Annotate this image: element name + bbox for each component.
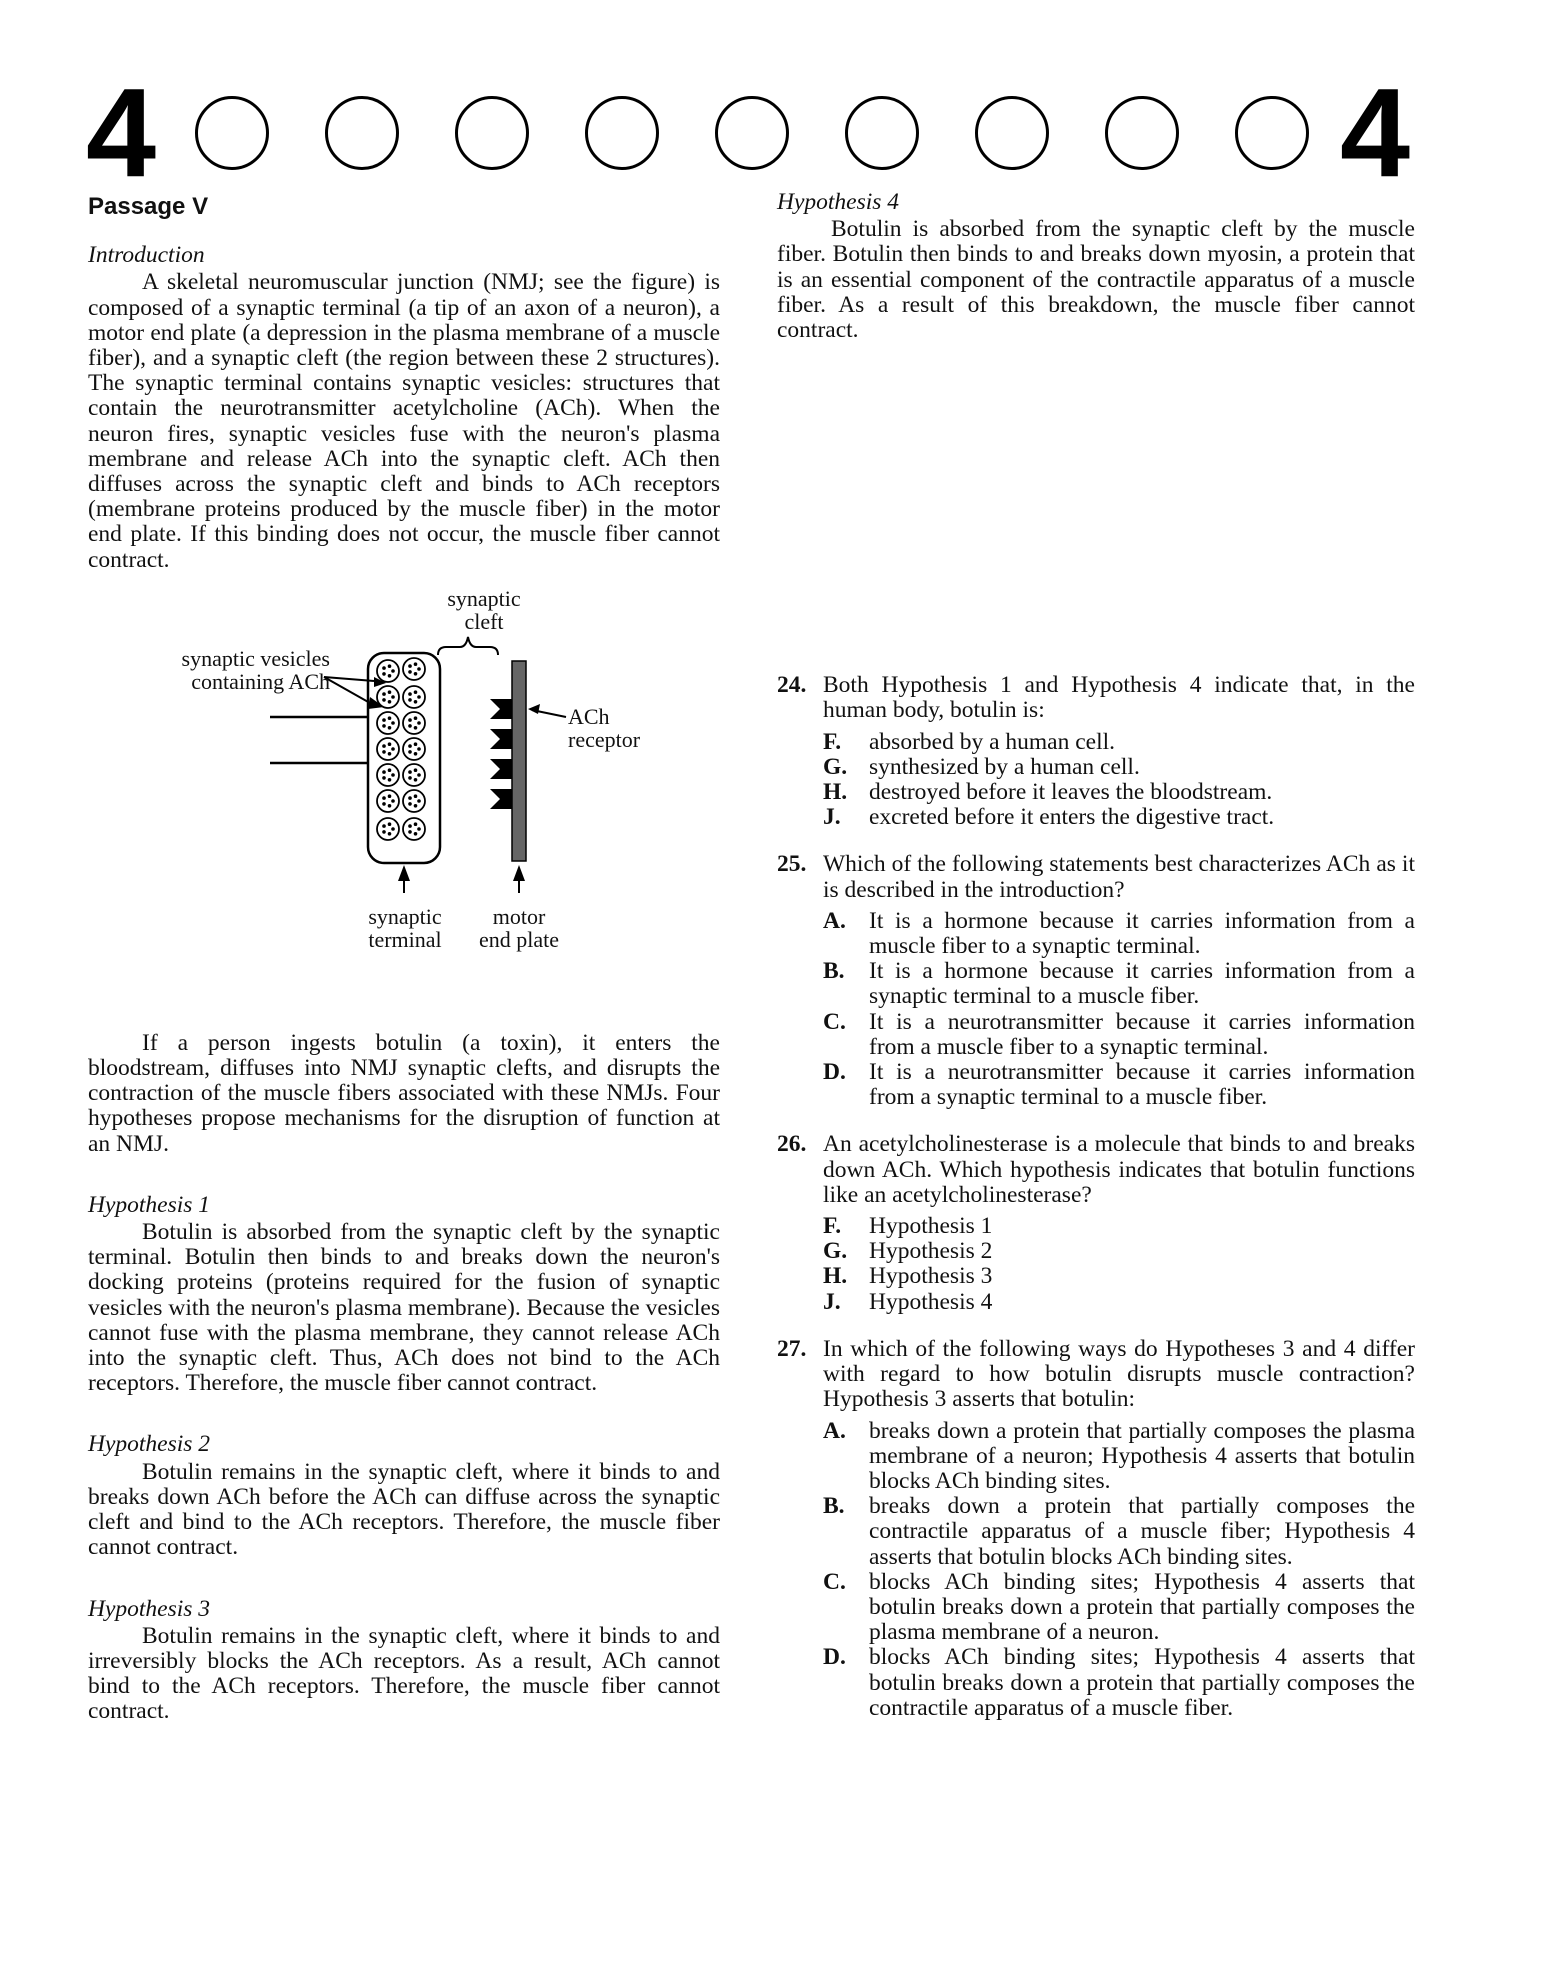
ach-molecule-icon — [391, 827, 395, 831]
ach-molecule-icon — [414, 726, 418, 730]
ach-molecule-icon — [391, 669, 395, 673]
vesicle-icon — [377, 738, 399, 760]
ach-molecule-icon — [388, 674, 392, 678]
ach-molecule-icon — [391, 695, 395, 699]
ach-molecule-icon — [408, 802, 412, 806]
answer-option-text: excreted before it enters the digestive tract. — [869, 804, 1275, 831]
ach-molecule-icon — [414, 672, 418, 676]
passage-column — [88, 194, 720, 1725]
answer-option-text: absorbed by a human cell. — [869, 728, 1116, 755]
answer-option-letter: D. — [823, 1644, 846, 1671]
motor-end-plate-shape — [512, 661, 526, 861]
circle-icon — [715, 96, 789, 170]
answer-option-letter: G. — [823, 1238, 848, 1265]
answer-option-letter: C. — [823, 1568, 846, 1595]
ach-molecule-icon — [414, 804, 418, 808]
ach-molecule-icon — [382, 776, 386, 780]
right-column — [777, 190, 1415, 1743]
answer-options — [823, 730, 1415, 831]
ach-molecule-icon — [388, 726, 392, 730]
answer-option-letter: H. — [823, 779, 848, 806]
ach-molecule-icon — [382, 802, 386, 806]
question-stem: Both Hypothesis 1 and Hypothesis 4 indicate that, in the human body, botulin is: — [823, 672, 1415, 724]
answer-option[interactable] — [823, 1494, 1415, 1570]
vesicle-icon — [403, 764, 425, 786]
ach-molecule-icon — [408, 724, 412, 728]
ach-molecule-icon — [408, 824, 412, 828]
ach-molecule-icon — [388, 690, 392, 694]
ach-molecule-icon — [408, 744, 412, 748]
label-synaptic-cleft — [434, 587, 534, 633]
vesicle-icon — [403, 790, 425, 812]
answer-option-letter: F. — [823, 1213, 842, 1240]
ach-molecule-icon — [408, 796, 412, 800]
answer-option-text: Hypothesis 4 — [869, 1288, 993, 1315]
vesicle-icon — [377, 818, 399, 840]
answer-option-text: destroyed before it leaves the bloodstream. — [869, 779, 1273, 806]
ach-molecule-icon — [388, 794, 392, 798]
vesicle-icon — [403, 658, 425, 680]
circle-icon — [325, 96, 399, 170]
endplate-arrowhead-icon — [513, 865, 525, 881]
label-ach-receptor-line1: ACh — [568, 703, 610, 729]
vesicle-icon — [377, 790, 399, 812]
answer-option-letter: H. — [823, 1263, 848, 1290]
ach-molecule-icon — [382, 724, 386, 728]
answer-option-text: breaks down a protein that partially composes the contractile apparatus of a muscle fiber; Hypothesis 4 asserts that botulin blocks ACh binding sites. — [869, 1493, 1415, 1570]
question-0 — [777, 673, 1415, 830]
intro-paragraph: A skeletal neuromuscular junction (NMJ; see the figure) is composed of a synaptic terminal (a tip of an axon of a neuron), a motor end plate (a depression in the plasma membrane of a muscle fiber), and a synaptic cleft (the region between these 2 structures). The synaptic terminal contains synaptic vesicles: structures that contain the neurotransmitter acetylcholine (ACh). When the neuron fires, synaptic vesicles fuse with the neuron's plasma membrane and release ACh into the synaptic cleft. ACh then diffuses across the synaptic cleft and binds to ACh receptors (membrane proteins produced by the muscle fiber) in the motor end plate. If this binding does not occur, the muscle fiber cannot contract. — [88, 269, 720, 573]
hypothesis-3-text: Botulin remains in the synaptic cleft, where it binds to and irreversibly blocks the ACh receptors. As a result, ACh cannot bind to the ACh receptors. Therefore, the muscle fiber cannot contract. — [88, 1622, 720, 1725]
ach-molecule-icon — [414, 690, 418, 694]
ach-molecule-icon — [382, 796, 386, 800]
label-ach-receptor-line2: receptor — [568, 726, 641, 752]
answer-option-text: breaks down a protein that partially composes the plasma membrane of a neuron; Hypothesis 4 asserts that botulin blocks ACh binding sites. — [869, 1417, 1415, 1494]
ach-molecule-icon — [417, 773, 421, 777]
label-vesicles-line2: containing ACh — [191, 668, 330, 694]
answer-option-text: blocks ACh binding sites; Hypothesis 4 asserts that botulin breaks down a protein that partially composes the plasma membrane of a neuron. — [869, 1568, 1415, 1646]
answer-option[interactable] — [823, 805, 1415, 830]
ach-receptor-icon — [490, 699, 512, 719]
answer-option[interactable] — [823, 1290, 1415, 1315]
question-number: 27. — [777, 1335, 807, 1362]
ach-molecule-icon — [414, 700, 418, 704]
ach-molecule-icon — [382, 672, 386, 676]
ach-molecule-icon — [408, 830, 412, 834]
ach-molecule-icon — [408, 670, 412, 674]
answer-option[interactable] — [823, 1060, 1415, 1110]
hypothesis-1-text: Botulin is absorbed from the synaptic cleft by the synaptic terminal. Botulin then binds to and breaks down the neuron's docking proteins (proteins required for the fusion of synaptic vesicles with the neuron's plasma membrane). Because the vesicles cannot fuse with the plasma membrane, they cannot release ACh into the synaptic cleft. Thus, ACh does not bind to the ACh receptors. Therefore, the muscle fiber cannot contract. — [88, 1219, 720, 1397]
hypothesis-3-title: Hypothesis 3 — [88, 1595, 211, 1622]
circle-icon — [455, 96, 529, 170]
circle-icon — [1105, 96, 1179, 170]
ach-molecule-icon — [417, 799, 421, 803]
ach-receptor-icon — [490, 729, 512, 749]
label-vesicles-line1: synaptic vesicles — [181, 645, 330, 671]
answer-option[interactable] — [823, 1264, 1415, 1289]
ach-molecule-icon — [417, 721, 421, 725]
answer-option[interactable] — [823, 959, 1415, 1009]
ach-molecule-icon — [414, 794, 418, 798]
question-number: 25. — [777, 851, 807, 878]
ach-molecule-icon — [388, 716, 392, 720]
vesicle-icon — [403, 738, 425, 760]
label-synaptic-terminal — [350, 905, 460, 951]
ach-molecule-icon — [408, 698, 412, 702]
ach-molecule-icon — [414, 752, 418, 756]
answer-option-text: Hypothesis 2 — [869, 1238, 993, 1265]
ach-molecule-icon — [388, 778, 392, 782]
question-list — [777, 673, 1415, 1721]
ach-molecule-icon — [417, 695, 421, 699]
ach-molecule-icon — [414, 662, 418, 666]
ach-molecule-icon — [414, 832, 418, 836]
answer-option-letter: C. — [823, 1008, 846, 1035]
answer-options — [823, 1419, 1415, 1721]
answer-option-letter: G. — [823, 753, 848, 780]
ach-molecule-icon — [408, 718, 412, 722]
ach-molecule-icon — [408, 664, 412, 668]
answer-option-text: It is a neurotransmitter because it carries information from a synaptic terminal to a muscle fiber. — [869, 1059, 1415, 1111]
intro-title: Introduction — [88, 242, 205, 269]
vesicle-icon — [403, 712, 425, 734]
label-synaptic-cleft-text: synaptic cleft — [447, 585, 521, 634]
answer-option[interactable] — [823, 1214, 1415, 1239]
question-stem: An acetylcholinesterase is a molecule that binds to and breaks down ACh. Which hypothesis indicates that botulin functions like an acetylcholinesterase? — [823, 1131, 1415, 1208]
answer-option[interactable] — [823, 730, 1415, 755]
hypothesis-4-title: Hypothesis 4 — [777, 189, 900, 215]
ach-molecule-icon — [382, 718, 386, 722]
label-motor-end-plate-line2: end plate — [478, 926, 560, 952]
ach-molecule-icon — [408, 770, 412, 774]
answer-options — [823, 909, 1415, 1111]
circle-icon — [195, 96, 269, 170]
ach-receptor-icon — [490, 759, 512, 779]
answer-option-letter: B. — [823, 958, 845, 985]
question-stem: Which of the following statements best characterizes ACh as it is described in the introduction? — [823, 851, 1415, 903]
answer-options — [823, 1214, 1415, 1315]
ach-molecule-icon — [391, 721, 395, 725]
hypothesis-1-title: Hypothesis 1 — [88, 1191, 211, 1218]
label-motor-end-plate — [466, 905, 572, 951]
question-stem: In which of the following ways do Hypotheses 3 and 4 differ with regard to how botulin disrupts muscle contraction? Hypothesis 3 asserts that botulin: — [823, 1335, 1415, 1413]
vesicle-icon — [403, 686, 425, 708]
ach-molecule-icon — [382, 824, 386, 828]
answer-option-text: blocks ACh binding sites; Hypothesis 4 asserts that botulin breaks down a protein that partially composes the contractile apparatus of a muscle fiber. — [869, 1644, 1415, 1721]
ach-molecule-icon — [382, 666, 386, 670]
ach-molecule-icon — [388, 664, 392, 668]
answer-option-text: It is a hormone because it carries information from a muscle fiber to a synaptic terminal. — [869, 907, 1415, 960]
answer-option-text: Hypothesis 1 — [869, 1213, 993, 1240]
answer-option[interactable] — [823, 1570, 1415, 1646]
ach-molecule-icon — [388, 822, 392, 826]
answer-option[interactable] — [823, 1645, 1415, 1721]
ach-molecule-icon — [388, 768, 392, 772]
nmj-figure — [88, 585, 720, 1005]
answer-option-letter: B. — [823, 1493, 845, 1520]
answer-option[interactable] — [823, 909, 1415, 959]
question-number: 26. — [777, 1131, 807, 1158]
ach-molecule-icon — [388, 804, 392, 808]
ach-molecule-icon — [391, 747, 395, 751]
ach-molecule-icon — [417, 747, 421, 751]
ach-molecule-icon — [388, 742, 392, 746]
ach-molecule-icon — [388, 700, 392, 704]
botulin-paragraph: If a person ingests botulin (a toxin), it enters the bloodstream, diffuses into NMJ synaptic clefts, and disrupts the contraction of the muscle fibers associated with these NMJs. Four hypotheses propose mechanisms for the disruption of function at an NMJ. — [88, 1029, 720, 1157]
ach-molecule-icon — [382, 770, 386, 774]
answer-option[interactable] — [823, 1419, 1415, 1495]
answer-option-letter: J. — [823, 804, 841, 831]
circle-icon — [845, 96, 919, 170]
ach-molecule-icon — [414, 742, 418, 746]
ach-molecule-icon — [391, 799, 395, 803]
circle-icon — [975, 96, 1049, 170]
receptor-arrowhead-icon — [528, 704, 540, 714]
label-synaptic-terminal-line2: terminal — [368, 926, 442, 952]
answer-option-letter: A. — [823, 1417, 846, 1444]
question-1 — [777, 852, 1415, 1110]
ach-molecule-icon — [391, 773, 395, 777]
ach-molecule-icon — [382, 750, 386, 754]
label-ach-receptor — [568, 705, 658, 751]
question-number: 24. — [777, 672, 807, 699]
ach-molecule-icon — [414, 716, 418, 720]
ach-molecule-icon — [414, 778, 418, 782]
label-motor-end-plate-line1: motor — [492, 903, 546, 929]
ach-molecule-icon — [417, 667, 421, 671]
answer-option-letter: D. — [823, 1059, 846, 1086]
answer-option-letter: J. — [823, 1288, 841, 1315]
answer-option[interactable] — [823, 1239, 1415, 1264]
ach-molecule-icon — [417, 827, 421, 831]
ach-molecule-icon — [414, 822, 418, 826]
answer-option-text: Hypothesis 3 — [869, 1263, 993, 1290]
question-2 — [777, 1132, 1415, 1314]
label-vesicles — [134, 647, 330, 693]
answer-option-letter: F. — [823, 728, 842, 755]
circle-icon — [585, 96, 659, 170]
circle-icon — [1235, 96, 1309, 170]
answer-option-text: It is a hormone because it carries information from a synaptic terminal to a muscle fiber. — [869, 958, 1415, 1010]
question-3 — [777, 1337, 1415, 1721]
vesicle-icon — [377, 660, 399, 682]
section-number-left: 4 — [86, 62, 157, 203]
ach-molecule-icon — [388, 832, 392, 836]
terminal-arrowhead-icon — [398, 865, 410, 881]
ach-molecule-icon — [408, 692, 412, 696]
section-number-right: 4 — [1340, 62, 1411, 203]
ach-receptor-icon — [490, 789, 512, 809]
receptor-group — [490, 699, 512, 809]
vesicle-icon — [377, 764, 399, 786]
ach-molecule-icon — [382, 698, 386, 702]
hypothesis-2-text: Botulin remains in the synaptic cleft, where it binds to and breaks down ACh before the ACh can diffuse across the synaptic cleft and bind to the ACh receptors. Therefore, the muscle fiber cannot contract. — [88, 1458, 720, 1561]
answer-option[interactable] — [823, 780, 1415, 805]
vesicle-icon — [403, 818, 425, 840]
ach-molecule-icon — [382, 830, 386, 834]
label-synaptic-terminal-line1: synaptic — [368, 903, 442, 929]
vesicle-icon — [377, 712, 399, 734]
cleft-bracket — [438, 637, 498, 655]
answer-option[interactable] — [823, 755, 1415, 780]
circle-row — [195, 96, 1335, 178]
ach-molecule-icon — [414, 768, 418, 772]
hypothesis-4-text: Botulin is absorbed from the synaptic cleft by the muscle fiber. Botulin then binds to and breaks down myosin, a protein that is an essential component of the contractile apparatus of a muscle fiber. As a result of this breakdown, the muscle fiber cannot contract. — [777, 216, 1415, 344]
answer-option-text: It is a neurotransmitter because it carries information from a muscle fiber to a synaptic terminal. — [869, 1008, 1415, 1060]
passage-title: Passage V — [88, 193, 209, 220]
hypothesis-2-title: Hypothesis 2 — [88, 1431, 211, 1458]
ach-molecule-icon — [408, 750, 412, 754]
ach-molecule-icon — [382, 744, 386, 748]
ach-molecule-icon — [408, 776, 412, 780]
answer-option-text: synthesized by a human cell. — [869, 753, 1140, 780]
answer-option[interactable] — [823, 1010, 1415, 1060]
answer-option-letter: A. — [823, 907, 846, 934]
ach-molecule-icon — [388, 752, 392, 756]
ach-molecule-icon — [382, 692, 386, 696]
